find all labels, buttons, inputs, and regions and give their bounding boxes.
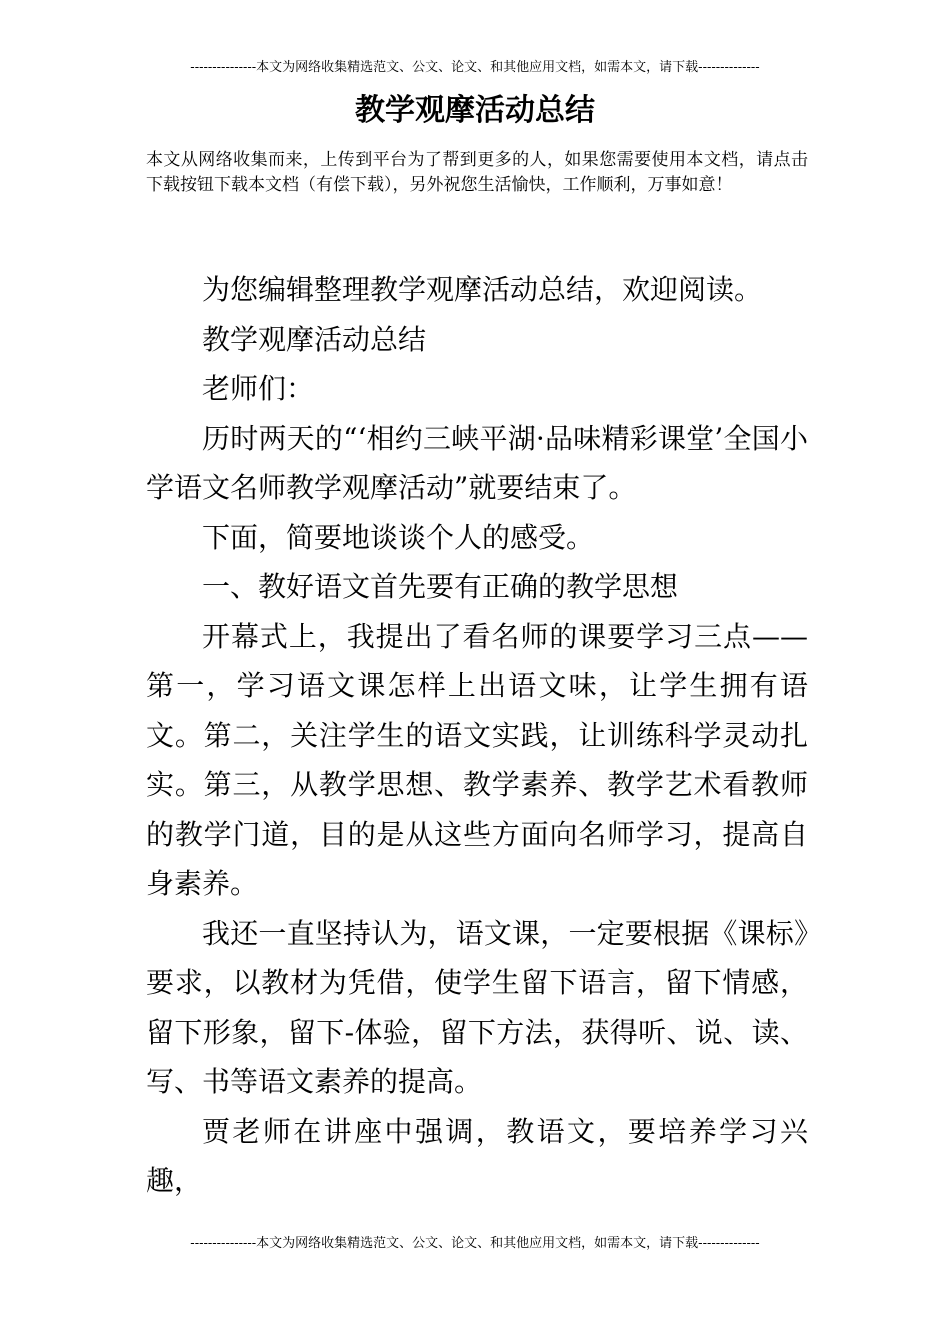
section-heading: 一、教好语文首先要有正确的教学思想: [202, 570, 679, 603]
body-paragraph: 历时两天的“‘相约三峡平湖·品味精彩课堂’全国小学语文名师教学观摩活动”就要结束了。: [146, 421, 808, 504]
salutation-paragraph: 老师们：: [202, 372, 315, 405]
body-paragraph: 贾老师在讲座中强调，教语文，要培养学习兴趣，: [146, 1114, 808, 1197]
body-paragraph: 开幕式上，我提出了看名师的课要学习三点——第一，学习语文课怎样上出语文味，让学生拥有语文。第二，关注学生的语文实践，让训练科学灵动扎实。第三，从教学思想、教学素养、教学艺术看教师的教学门道，目的是从这些方面向名师学习，提高自身素养。: [146, 619, 808, 900]
body-paragraph: 我还一直坚持认为，语文课，一定要根据《课标》要求，以教材为凭借，使学生留下语言，留下情感，留下形象，留下-体验，留下方法，获得听、说、读、写、书等语文素养的提高。: [146, 916, 808, 1098]
header-banner: ---------------本文为网络收集精选范文、公文、论文、和其他应用文档，如需本文，请下载--------------: [190, 60, 760, 75]
document-body: [146, 265, 808, 1206]
subtitle-paragraph: 教学观摩活动总结: [202, 322, 427, 356]
body-paragraph: 下面，简要地谈谈个人的感受。: [202, 520, 595, 554]
intro-paragraph: 为您编辑整理教学观摩活动总结，欢迎阅读。: [202, 273, 763, 306]
footer-banner: ---------------本文为网络收集精选范文、公文、论文、和其他应用文档，如需本文，请下载--------------: [190, 1236, 760, 1251]
document-title: 教学观摩活动总结: [355, 93, 595, 128]
disclaimer-text: 本文从网络收集而来，上传到平台为了帮到更多的人，如果您需要使用本文档，请点击下载按钮下载本文档（有偿下载），另外祝您生活愉快，工作顺利，万事如意！: [146, 150, 808, 195]
